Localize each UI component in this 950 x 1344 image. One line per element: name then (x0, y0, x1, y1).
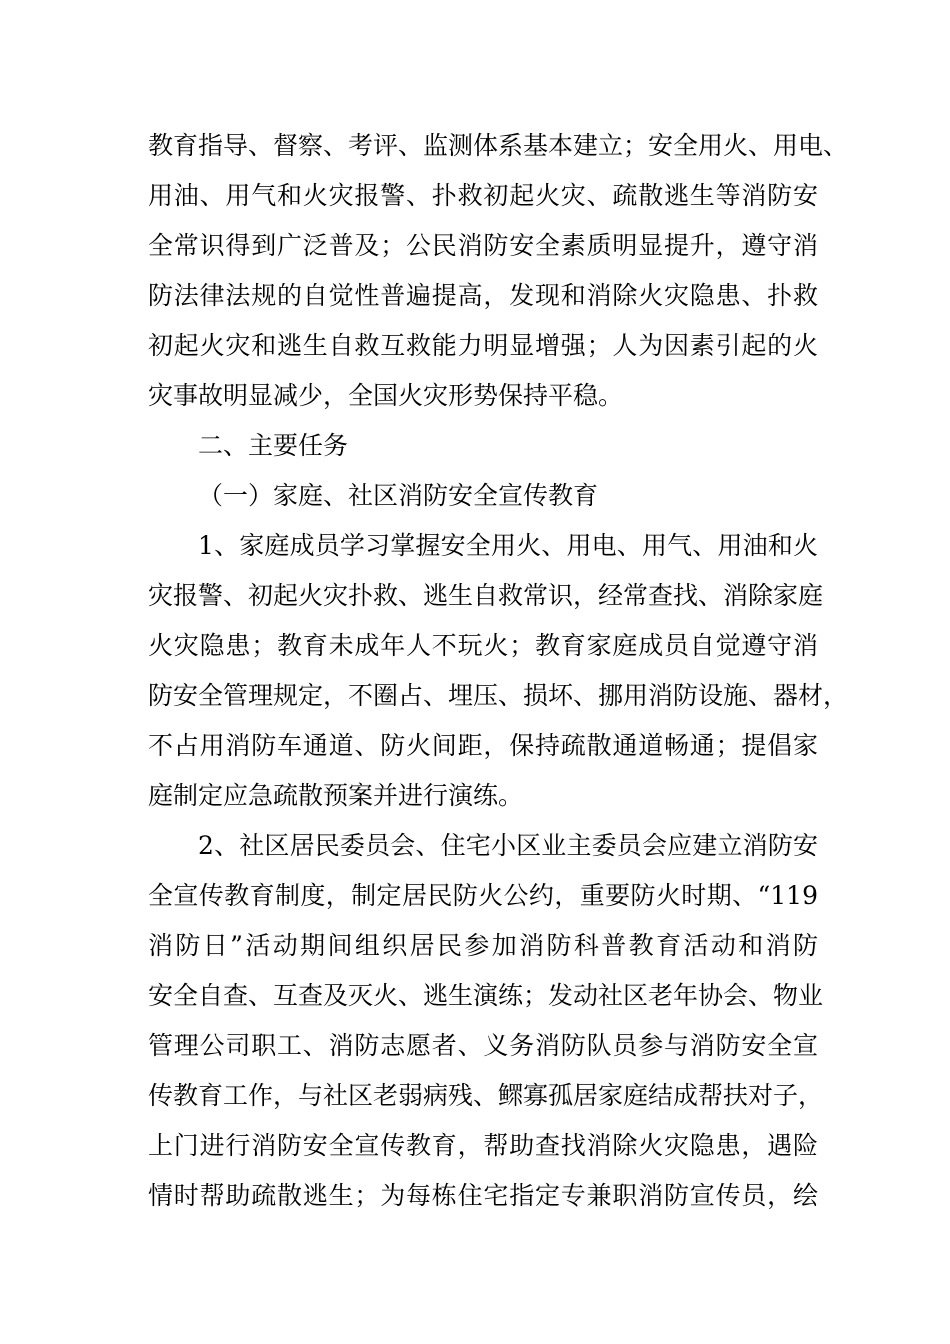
heading-main-tasks (148, 421, 818, 471)
document-body (148, 121, 849, 1221)
text-line: 全常识得到广泛普及；公民消防安全素质明显提升，遵守消 (148, 231, 818, 260)
text-line: 安全自查、互查及灭火、逃生演练；发动社区老年协会、物业 (148, 981, 824, 1010)
text-line: 用油、用气和火灾报警、扑救初起火灾、疏散逃生等消防安 (148, 181, 818, 210)
subsection-heading: （一）家庭、社区消防安全宣传教育 (198, 481, 599, 510)
text-line: 消防日”活动期间组织居民参加消防科普教育活动和消防 (148, 931, 818, 960)
paragraph-goals-continuation (148, 121, 849, 421)
heading-family-community (148, 471, 818, 521)
text-line: 火灾隐患；教育未成年人不玩火；教育家庭成员自觉遵守消 (148, 631, 818, 660)
section-heading: 二、主要任务 (198, 431, 349, 460)
text-line: 庭制定应急疏散预案并进行演练。 (148, 781, 524, 810)
text-line: 防法律法规的自觉性普遍提高，发现和消除火灾隐患、扑救 (148, 281, 818, 310)
text-line: 灾事故明显减少，全国火灾形势保持平稳。 (148, 381, 624, 410)
text-line: 管理公司职工、消防志愿者、义务消防队员参与消防安全宣 (148, 1031, 818, 1060)
text-line: 传教育工作，与社区老弱病残、鳏寡孤居家庭结成帮扶对子， (148, 1081, 824, 1110)
text-line: 上门进行消防安全宣传教育，帮助查找消除火灾隐患，遇险 (148, 1131, 818, 1160)
text-line: 灾报警、初起火灾扑救、逃生自救常识，经常查找、消除家庭 (148, 581, 824, 610)
paragraph-item-2 (148, 821, 824, 1221)
text-line: 防安全管理规定，不圈占、埋压、损坏、挪用消防设施、器材， (148, 681, 849, 710)
text-line: 情时帮助疏散逃生；为每栋住宅指定专兼职消防宣传员，绘 (148, 1181, 818, 1210)
text-line: 初起火灾和逃生自救互救能力明显增强；人为因素引起的火 (148, 331, 818, 360)
paragraph-item-1 (148, 521, 849, 821)
text-line: 1、家庭成员学习掌握安全用火、用电、用气、用油和火 (198, 531, 818, 560)
text-line: 教育指导、督察、考评、监测体系基本建立；安全用火、用电、 (148, 131, 849, 160)
text-line: 全宣传教育制度，制定居民防火公约，重要防火时期、“119 (148, 881, 818, 910)
text-line: 不占用消防车通道、防火间距，保持疏散通道畅通；提倡家 (148, 731, 818, 760)
text-line: 2、社区居民委员会、住宅小区业主委员会应建立消防安 (198, 831, 818, 860)
